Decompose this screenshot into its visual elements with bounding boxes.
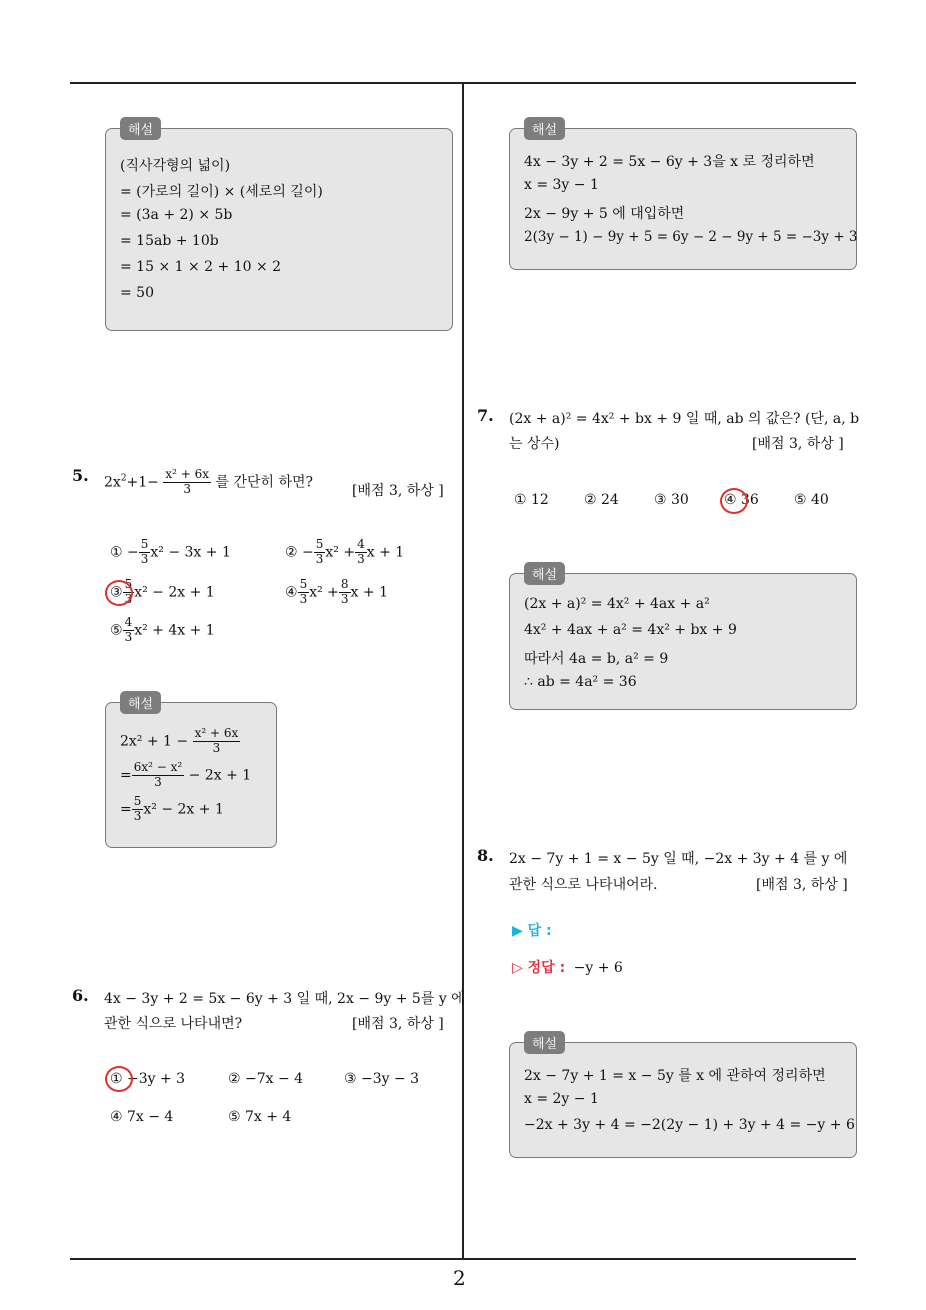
solution-tag: 해설: [120, 117, 161, 140]
score-label: [배점 3, 하상 ]: [756, 877, 848, 893]
solution-line: 2x − 9y + 5 에 대입하면: [524, 206, 685, 222]
solution-box-q5: [105, 697, 277, 848]
solution-line: (직사각형의 넓이): [120, 158, 231, 174]
solution-line: 2(3y − 1) − 9y + 5 = 6y − 2 − 9y + 5 = −3y + 3: [524, 229, 858, 245]
question-number: 7.: [477, 406, 494, 425]
solution-tag: 해설: [524, 562, 565, 585]
question-number: 5.: [72, 466, 89, 485]
correct-answer: [512, 957, 623, 977]
option-4[interactable]: ④ $\frac{5}{3}$ x² + $\frac{8}{3}$ x + 1: [285, 577, 388, 606]
solution-line: = 50: [120, 285, 154, 301]
solution-line: = 15 × 1 × 2 + 10 × 2: [120, 259, 282, 275]
solution-line: −2x + 3y + 4 = −2(2y − 1) + 3y + 4 = −y + 6: [524, 1117, 855, 1133]
solution-line: ∴ ab = 4a² = 36: [524, 674, 637, 690]
option-5[interactable]: ⑤ 7x + 4: [228, 1109, 292, 1125]
answer-mark-circle: [105, 1066, 133, 1092]
solution-line: = $\frac{\text{6x² − x²}}{3}$ − 2x + 1: [120, 760, 252, 789]
solution-line: 4x² + 4ax + a² = 4x² + bx + 9: [524, 622, 737, 638]
solution-box-q6: [509, 123, 858, 270]
fraction: $\frac{\text{x² + 6x}}{3}$: [165, 467, 210, 496]
option-5[interactable]: ⑤ $\frac{4}{3}$ x² + 4x + 1: [110, 615, 215, 644]
solution-box-q8: [509, 1037, 857, 1158]
solution-line: 따라서 4a = b, a² = 9: [524, 651, 669, 667]
option-2[interactable]: ② − $\frac{5}{3}$ x² + $\frac{4}{3}$ x + 1: [285, 537, 405, 566]
answer-mark-circle: [720, 488, 748, 514]
option-2[interactable]: ② −7x − 4: [228, 1071, 304, 1087]
option-1[interactable]: ① 12: [514, 492, 549, 508]
bottom-rule: [70, 1258, 856, 1260]
solution-line: = 15ab + 10b: [120, 233, 219, 249]
answer-label: ▶ 답 :: [512, 923, 552, 939]
solution-tag: 해설: [524, 1031, 565, 1054]
question-text-q8-line1: 2x − 7y + 1 = x − 5y 일 때, −2x + 3y + 4 를 y 에: [509, 851, 848, 867]
solution-box-q4: [105, 123, 453, 331]
option-3[interactable]: ③ −3y − 3: [344, 1071, 420, 1087]
solution-line: 2x − 7y + 1 = x − 5y 를 x 에 관하여 정리하면: [524, 1068, 826, 1084]
solution-line: = (가로의 길이) × (세로의 길이): [120, 184, 323, 200]
solution-line: (2x + a)² = 4x² + 4ax + a²: [524, 596, 710, 612]
option-4[interactable]: ④ 36: [724, 492, 759, 508]
score-label: [배점 3, 하상 ]: [352, 1016, 444, 1032]
option-3[interactable]: ③ $\frac{5}{3}$ x² − 2x + 1: [110, 577, 215, 606]
correct-answer-value: −y + 6: [573, 960, 623, 976]
page-number: 2: [453, 1266, 466, 1290]
answer-mark-circle: [105, 580, 133, 606]
option-5[interactable]: ⑤ 40: [794, 492, 829, 508]
score-label: [배점 3, 하상 ]: [752, 436, 844, 452]
question-number: 8.: [477, 846, 494, 865]
solution-line: 2x² + 1 − $\frac{\text{x² + 6x}}{3}$: [120, 726, 239, 755]
solution-line: x = 3y − 1: [524, 177, 599, 193]
option-4[interactable]: ④ 7x − 4: [110, 1109, 174, 1125]
correct-answer-label: ▷ 정답 :: [512, 960, 566, 976]
option-1[interactable]: ① − $\frac{5}{3}$ x² − 3x + 1: [110, 537, 231, 566]
question-text-q7-line2: 는 상수): [509, 436, 560, 452]
option-1[interactable]: ① −3y + 3: [110, 1071, 186, 1087]
question-text-q6-line1: 4x − 3y + 2 = 5x − 6y + 3 일 때, 2x − 9y + 5를 y 에: [104, 991, 465, 1007]
solution-box-q7: [509, 568, 857, 710]
solution-line: = (3a + 2) × 5b: [120, 207, 233, 223]
question-text-q5: $2x^2+1-$ $\frac{\text{x² + 6x}}{3}$ 를 간단히 하면?: [104, 467, 314, 496]
column-divider: [462, 83, 464, 1259]
score-label: [배점 3, 하상 ]: [352, 483, 444, 499]
option-3[interactable]: ③ 30: [654, 492, 689, 508]
solution-line: = $\frac{5}{3}$ x² − 2x + 1: [120, 794, 224, 823]
question-text-q7-line1: (2x + a)² = 4x² + bx + 9 일 때, ab 의 값은? (단, a, b: [509, 411, 860, 427]
solution-line: x = 2y − 1: [524, 1091, 599, 1107]
question-text-q6-line2: 관한 식으로 나타내면?: [104, 1016, 243, 1032]
solution-tag: 해설: [524, 117, 565, 140]
option-2[interactable]: ② 24: [584, 492, 619, 508]
question-number: 6.: [72, 986, 89, 1005]
question-text-q8-line2: 관한 식으로 나타내어라.: [509, 877, 658, 893]
solution-line: 4x − 3y + 2 = 5x − 6y + 3을 x 로 정리하면: [524, 154, 815, 170]
solution-tag: 해설: [120, 691, 161, 714]
